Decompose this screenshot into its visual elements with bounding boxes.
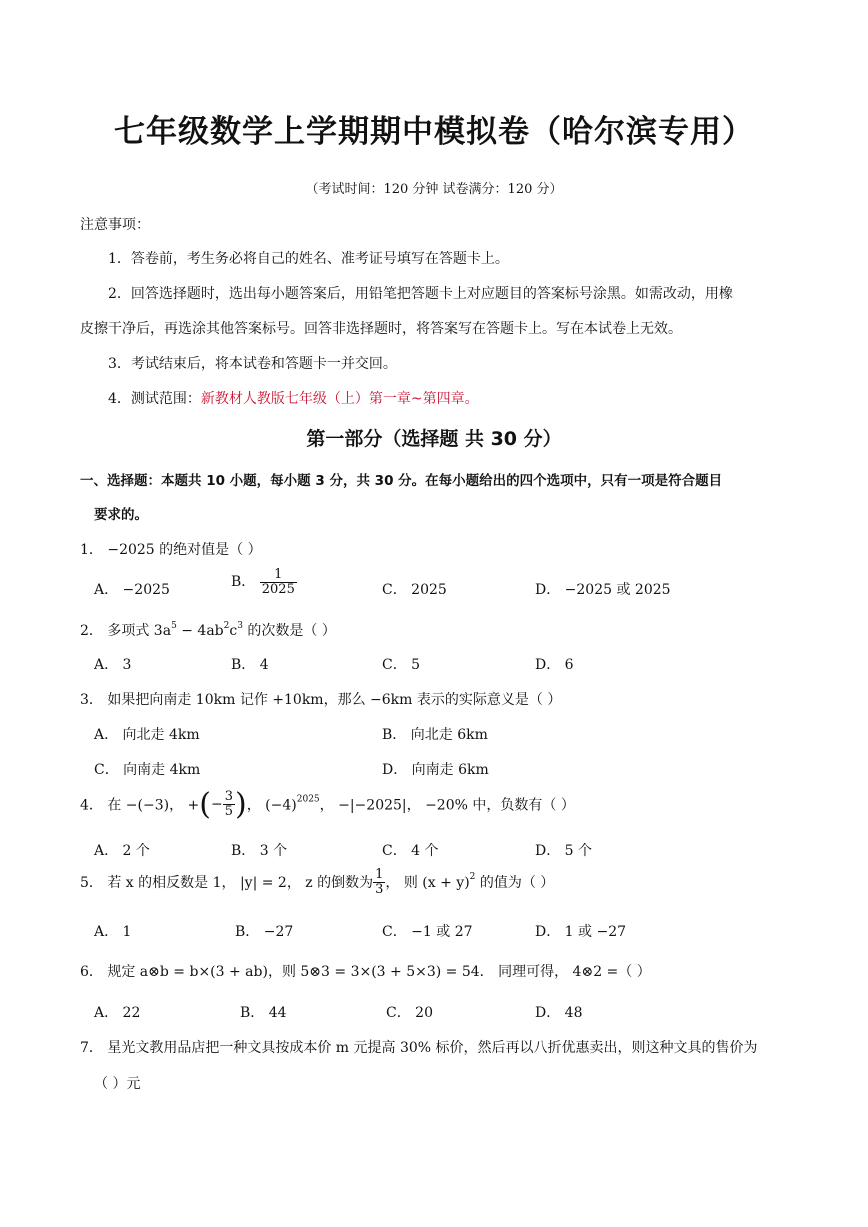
notice-heading: 注意事项： xyxy=(80,217,150,233)
fraction-numerator: 1 xyxy=(274,567,283,582)
question-5-option-d: D． 1 或 −27 xyxy=(535,924,627,940)
fraction-denominator: 3 xyxy=(375,881,384,897)
question-5-stem-part-3: 的值为（ ） xyxy=(475,875,555,892)
fraction-numerator: 3 xyxy=(224,789,234,805)
question-3-option-d: D． 向南走 6km xyxy=(382,762,489,778)
question-2-stem xyxy=(80,620,336,640)
question-2-stem-part-3: c xyxy=(229,623,238,639)
question-1-option-b-label: B． xyxy=(231,574,256,591)
section-intro-line-1: 一、选择题：本题共 10 小题，每小题 3 分，共 30 分。在每小题给出的四个选项中，只有一项是符合题目 xyxy=(80,473,723,489)
notice-item-4 xyxy=(108,388,479,408)
fraction xyxy=(223,790,235,818)
question-6-option-b: B． 44 xyxy=(240,1005,287,1021)
fraction-numerator: 1 xyxy=(375,867,384,882)
question-2-stem-part-2: − 4ab xyxy=(176,623,224,639)
exponent: 3 xyxy=(237,621,243,631)
question-4-stem-part-2: ， (−4) xyxy=(246,797,297,814)
question-4-stem-part-3: ， −|−2025|， −20% 中，负数有（ ） xyxy=(319,797,575,814)
notice-item-1: 1．答卷前，考生务必将自己的姓名、准考证号填写在答题卡上。 xyxy=(108,251,509,267)
section-intro-line-2: 要求的。 xyxy=(94,507,148,523)
question-6-option-c: C． 20 xyxy=(386,1005,433,1021)
question-4-stem xyxy=(80,787,575,822)
exponent: 2025 xyxy=(296,794,320,805)
notice-item-4-prefix: 4．测试范围： xyxy=(108,391,201,407)
question-5-stem-part-2: ， 则 (x + y) xyxy=(385,875,470,892)
question-3-stem: 3． 如果把向南走 10km 记作 +10km，那么 −6km 表示的实际意义是（ ） xyxy=(80,692,562,708)
question-4-option-c: C． 4 个 xyxy=(382,843,439,859)
fraction xyxy=(260,568,297,596)
question-1-option-c: C． 2025 xyxy=(382,582,447,598)
page-title: 七年级数学上学期期中模拟卷（哈尔滨专用） xyxy=(114,114,754,150)
question-5-stem-part-1: 5． 若 x 的相反数是 1， |y| = 2， z 的倒数为 xyxy=(80,875,374,892)
test-range: 新教材人教版七年级（上）第一章~第四章。 xyxy=(200,391,479,407)
question-1-stem: 1． −2025 的绝对值是（ ） xyxy=(80,542,262,558)
question-1-option-a: A． −2025 xyxy=(94,582,170,598)
fraction xyxy=(373,868,385,896)
exponent: 2 xyxy=(223,621,230,631)
question-3-option-c: C． 向南走 4km xyxy=(94,762,201,778)
question-4-option-a: A． 2 个 xyxy=(94,843,150,859)
question-5-option-b: B． −27 xyxy=(235,924,294,940)
question-2-stem-part-4: 的次数是（ ） xyxy=(242,623,336,639)
question-3-option-b: B． 向北走 6km xyxy=(382,727,488,743)
question-2-option-c: C． 5 xyxy=(382,657,421,673)
question-2-option-d: D． 6 xyxy=(535,657,574,673)
notice-item-2-line-1: 2．回答选择题时，选出每小题答案后，用铅笔把答题卡上对应题目的答案标号涂黑。如需改动，用橡 xyxy=(108,286,733,302)
question-4-stem-part-1: 4． 在 −(−3)， + xyxy=(80,797,200,814)
question-4-option-b: B． 3 个 xyxy=(231,843,288,859)
right-parenthesis: ) xyxy=(235,787,247,822)
question-6-stem: 6． 规定 a⊗b = b×(3 + ab)，则 5⊗3 = 3×(3 + 5×3) = 54． 同理可得， 4⊗2 =（ ） xyxy=(80,964,651,980)
exam-info: （考试时间：120 分钟 试卷满分：120 分） xyxy=(305,182,563,197)
left-parenthesis: ( xyxy=(199,787,211,822)
question-5-option-a: A． 1 xyxy=(94,924,132,940)
exponent: 5 xyxy=(171,621,177,631)
question-2-stem-part-1: 2． 多项式 3a xyxy=(80,623,172,639)
minus-sign: − xyxy=(211,796,223,813)
question-6-option-a: A． 22 xyxy=(94,1005,141,1021)
question-7-stem-line-2: （ ）元 xyxy=(94,1076,141,1092)
question-1-option-d: D． −2025 或 2025 xyxy=(535,582,671,598)
question-4-option-d: D． 5 个 xyxy=(535,843,593,859)
notice-item-3: 3．考试结束后，将本试卷和答题卡一并交回。 xyxy=(108,356,397,372)
exponent: 2 xyxy=(469,872,476,883)
fraction-denominator: 5 xyxy=(224,804,234,819)
fraction-denominator: 2025 xyxy=(261,581,295,597)
question-6-option-d: D． 48 xyxy=(535,1005,583,1021)
question-2-option-a: A． 3 xyxy=(94,657,132,673)
question-5-stem xyxy=(80,868,554,896)
question-3-option-a: A． 向北走 4km xyxy=(94,727,200,743)
notice-item-2-line-2: 皮擦干净后，再选涂其他答案标号。回答非选择题时，将答案写在答题卡上。写在本试卷上无效。 xyxy=(80,321,682,337)
question-5-option-c: C． −1 或 27 xyxy=(382,924,473,940)
section-title: 第一部分（选择题 共 30 分） xyxy=(306,428,562,450)
question-1-option-b xyxy=(231,568,297,596)
question-7-stem-line-1: 7． 星光文教用品店把一种文具按成本价 m 元提高 30% 标价，然后再以八折优惠卖出，则这种文具的售价为 xyxy=(80,1040,758,1056)
question-2-option-b: B． 4 xyxy=(231,657,269,673)
